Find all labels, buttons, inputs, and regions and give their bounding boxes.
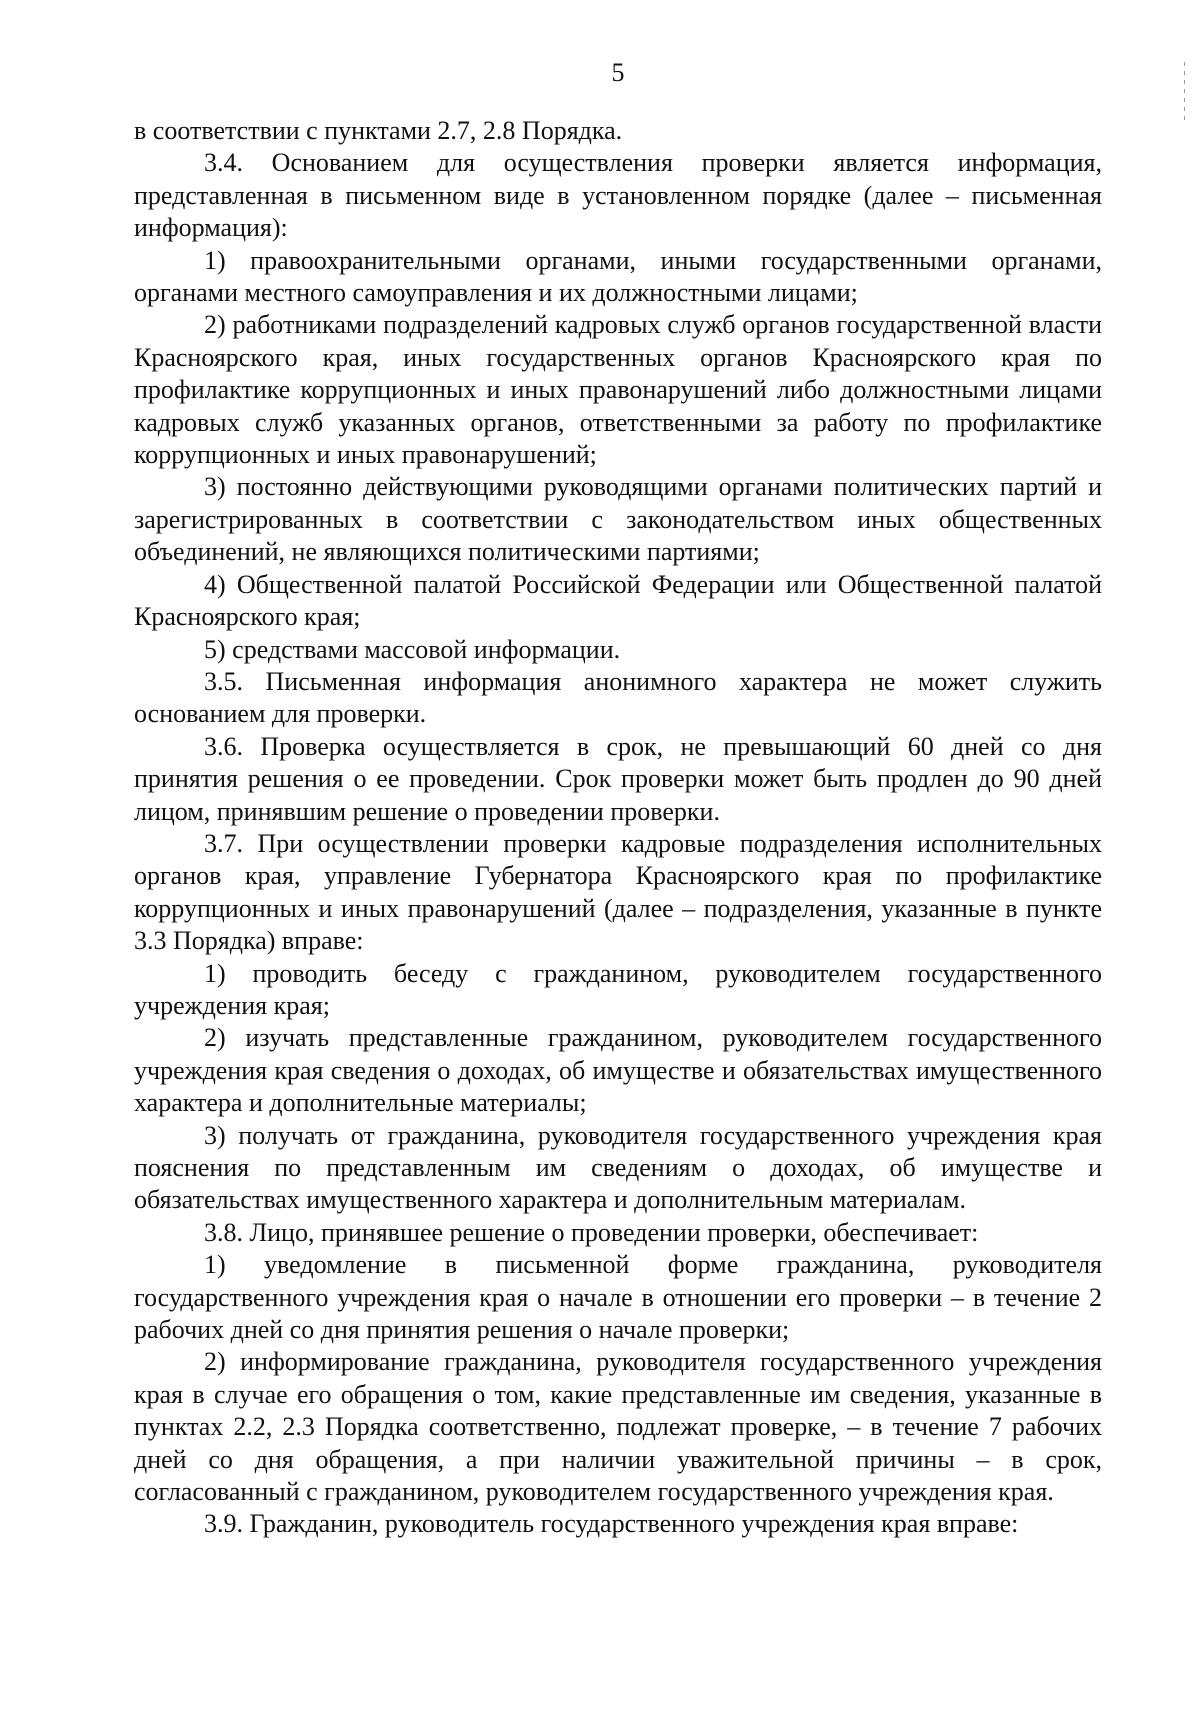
paragraph-3-9: 3.9. Гражданин, руководитель государственного учреждения края вправе: xyxy=(204,1509,1019,1539)
paragraph-3-7-item-1: 1) проводить беседу с гражданином, руководителем государственного учреждения края; xyxy=(134,958,1102,1020)
paragraph-3-7: 3.7. При осуществлении проверки кадровые подразделения исполнительных органов края, управление Губернатора Красноярского края по профилактике коррупционных и иных правонарушений (далее – подразделения, указанные в пункте 3.3 Порядка) вправе: xyxy=(134,828,1102,956)
paragraph-continuation: в соответствии с пунктами 2.7, 2.8 Порядка. xyxy=(134,116,623,145)
paragraph-3-8-item-1: 1) уведомление в письменной форме гражданина, руководителя государственного учреждения края о начале в отношении его проверки – в течение 2 рабочих дней со дня принятия решения о начале проверки; xyxy=(134,1250,1102,1345)
paragraph-3-4-item-5: 5) средствами массовой информации. xyxy=(204,634,621,664)
paragraph-3-4-item-4: 4) Общественной палатой Российской Федерации или Общественной палатой Красноярского края; xyxy=(134,569,1102,632)
paragraph-3-4-item-3: 3) постоянно действующими руководящими органами политических партий и зарегистрированных в соответствии с законодательством иных общественных объединений, не являющихся политическими партиями; xyxy=(134,472,1102,567)
paragraph-3-7-item-3: 3) получать от гражданина, руководителя государственного учреждения края пояснения по представленным им сведениям о доходах, об имуществе и обязательствах имущественного характера и дополнительным материалам. xyxy=(134,1120,1102,1215)
paragraph-3-8-item-2: 2) информирование гражданина, руководителя государственного учреждения края в случае его обращения о том, какие представленные им сведения, указанные в пунктах 2.2, 2.3 Порядка соответственно, подлежат проверке, – в течение 7 рабочих дней со дня обращения, а при наличии уважительной причины – в срок, согласованный с гражданином, руководителем государственного учреждения края. xyxy=(134,1347,1102,1507)
paragraph-3-4-item-1: 1) правоохранительными органами, иными государственными органами, органами местного самоуправления и их должностными лицами; xyxy=(134,245,1102,308)
paragraph-3-4: 3.4. Основанием для осуществления проверки является информация, представленная в письменном виде в установленном порядке (далее – письменная информация): xyxy=(134,148,1102,243)
paragraph-3-7-item-2: 2) изучать представленные гражданином, руководителем государственного учреждения края сведения о доходах, об имуществе и обязательствах имущественного характера и дополнительные материалы; xyxy=(134,1023,1102,1118)
paragraph-3-8: 3.8. Лицо, принявшее решение о проведении проверки, обеспечивает: xyxy=(204,1217,979,1247)
paragraph-3-4-item-2: 2) работниками подразделений кадровых служб органов государственной власти Красноярского края, иных государственных органов Красноярского края по профилактике коррупционных и иных правонарушений либо должностными лицами кадровых служб указанных органов, ответственными за работу по профилактике коррупционных и иных правонарушений; xyxy=(134,310,1102,470)
paragraph-3-6: 3.6. Проверка осуществляется в срок, не превышающий 60 дней со дня принятия решения о ее проведении. Срок проверки может быть продлен до 90 дней лицом, принявшим решение о проведении проверки. xyxy=(134,731,1102,826)
paragraph-3-5: 3.5. Письменная информация анонимного характера не может служить основанием для проверки. xyxy=(134,666,1102,729)
page-number: 5 xyxy=(611,58,625,87)
document-body xyxy=(134,115,1102,1541)
scan-margin-mark xyxy=(1184,62,1185,120)
